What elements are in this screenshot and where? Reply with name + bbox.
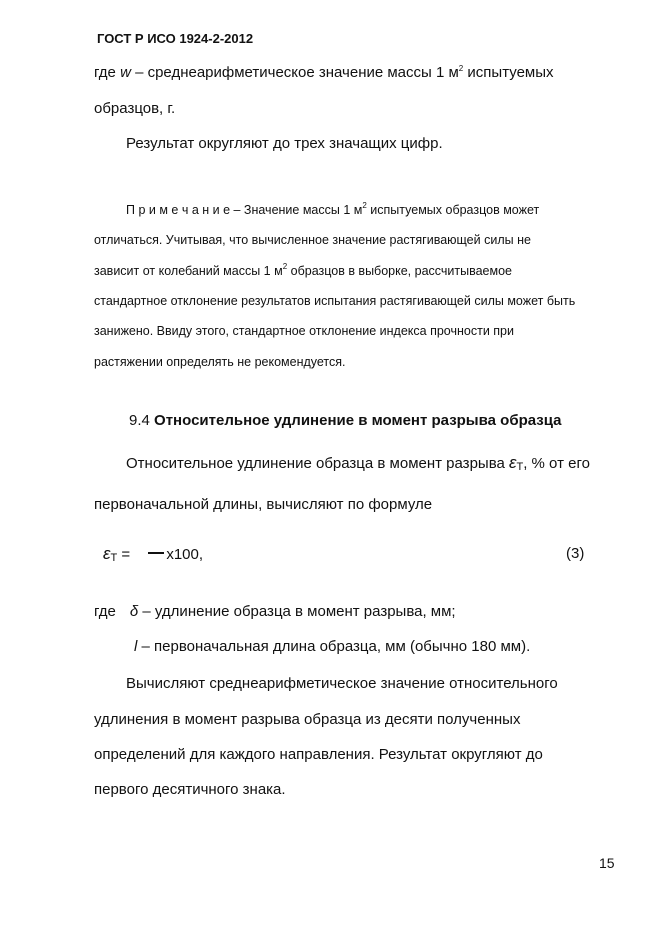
exponent: 2 [282, 262, 288, 271]
text: Значение массы 1 м [240, 203, 363, 217]
text: – среднеарифметическое значение массы 1 м [130, 64, 459, 81]
paragraph-line: Вычисляют среднеарифметическое значение относительного [126, 675, 558, 692]
equals-sign: = [117, 546, 135, 563]
note-line [126, 201, 539, 219]
variable-w: w [120, 64, 131, 81]
note-label: П р и м е ч а н и е – [126, 203, 241, 217]
text: зависит от колебаний массы 1 м [94, 264, 283, 278]
document-header: ГОСТ Р ИСО 1924-2-2012 [97, 31, 254, 46]
formula-number: (3) [566, 545, 585, 562]
text: – первоначальная длина образца, мм (обычно 180 мм). [137, 638, 531, 655]
fraction-bar [148, 552, 164, 554]
text: образцов в выборке, рассчитываемое [287, 264, 512, 278]
definition-line [134, 638, 530, 656]
section-title: Относительное удлинение в момент разрыва образца [154, 412, 562, 429]
epsilon-symbol: ε [103, 544, 111, 563]
note-line: растяжении определять не рекомендуется. [94, 355, 346, 369]
text: где [94, 603, 116, 620]
section-heading [129, 412, 561, 430]
note-line: отличаться. Учитывая, что вычисленное значение растягивающей силы не [94, 233, 531, 247]
paragraph-line [94, 64, 554, 82]
paragraph-line: первоначальной длины, вычисляют по формуле [94, 496, 433, 513]
text: , % от его [523, 455, 590, 472]
text: Относительное удлинение образца в момент разрыва [126, 455, 509, 472]
paragraph-line [126, 454, 590, 476]
text: – удлинение образца в момент разрыва, мм; [138, 603, 456, 620]
paragraph-line: образцов, г. [94, 100, 176, 117]
paragraph-line: Результат округляют до трех значащих цифр. [126, 135, 443, 152]
paragraph-line: удлинения в момент разрыва образца из десяти полученных [94, 711, 521, 728]
subscript: Т [516, 461, 524, 473]
formula [103, 545, 203, 567]
epsilon-symbol: ε [509, 453, 517, 472]
variable-delta: δ [129, 603, 139, 620]
subscript: Т [110, 552, 118, 564]
text: испытуемых [463, 64, 554, 81]
note-line: занижено. Ввиду этого, стандартное отклонение индекса прочности при [94, 324, 514, 338]
text: испытуемых образцов может [366, 203, 540, 217]
multiplier: х100, [166, 546, 204, 563]
definition-line [94, 603, 456, 621]
variable-l: l [134, 638, 138, 655]
exponent: 2 [362, 201, 367, 210]
text: где [94, 64, 121, 81]
paragraph-line: определений для каждого направления. Результат округляют до [94, 746, 543, 763]
section-number: 9.4 [129, 412, 155, 429]
exponent: 2 [458, 64, 464, 73]
page-number: 15 [599, 855, 615, 871]
note-line: стандартное отклонение результатов испытания растягивающей силы может быть [94, 294, 576, 308]
note-line [94, 262, 512, 280]
paragraph-line: первого десятичного знака. [94, 781, 286, 798]
